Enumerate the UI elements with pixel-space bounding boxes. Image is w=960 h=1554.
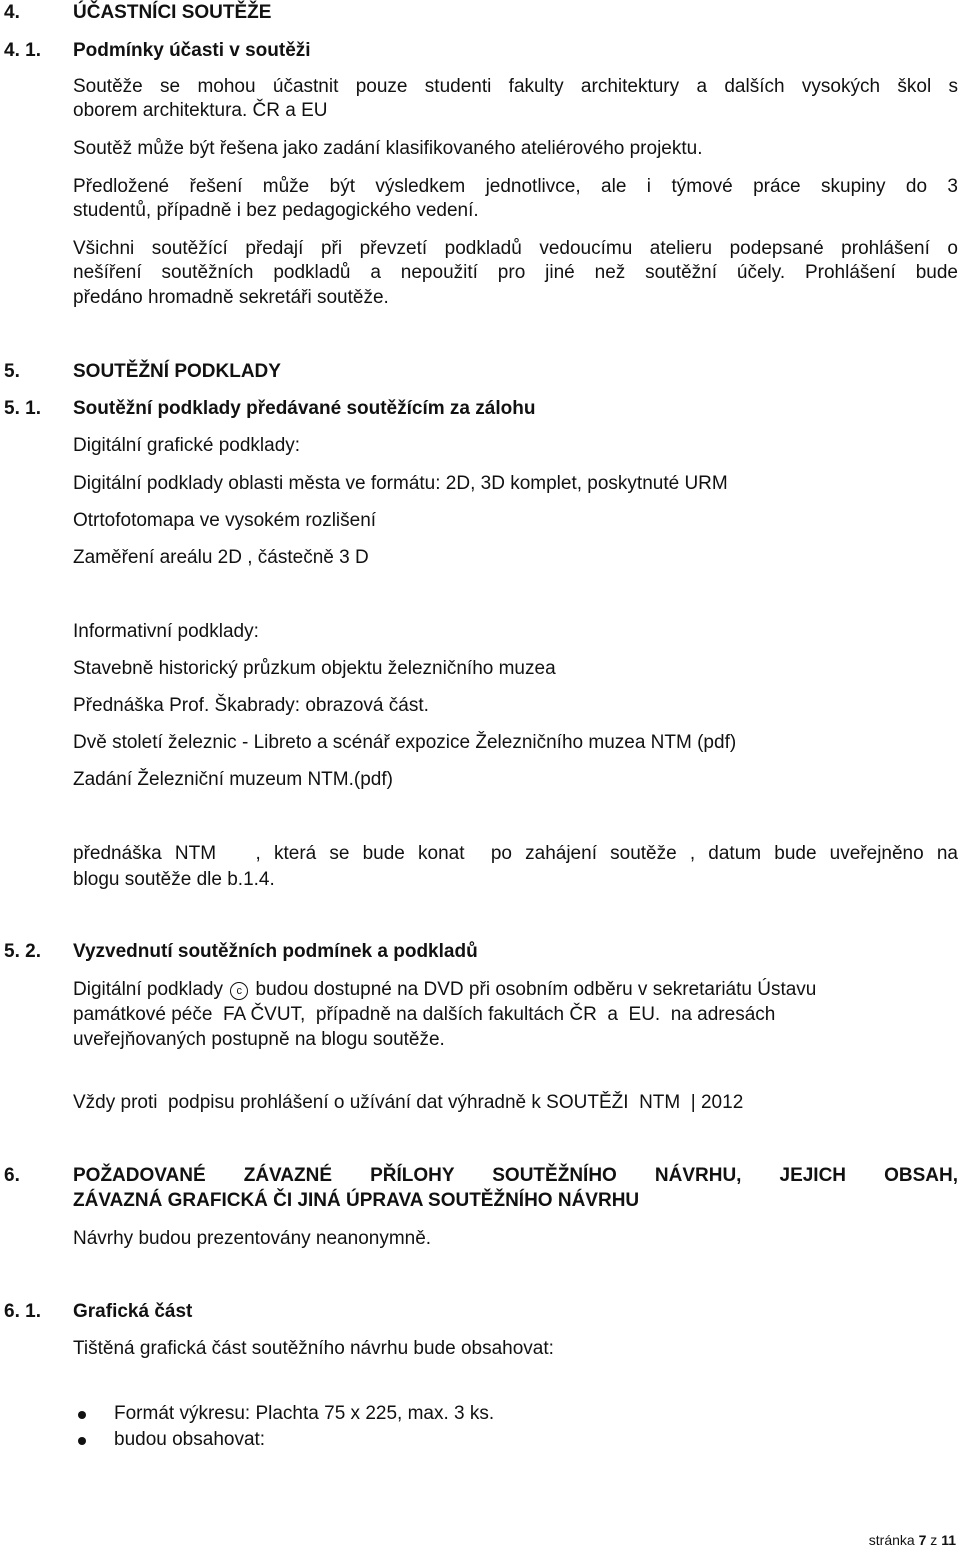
list-item: Stavebně historický průzkum objektu železničního muzea bbox=[73, 658, 556, 679]
paragraph-line: uveřejňovaných postupně na blogu soutěže. bbox=[73, 1029, 445, 1050]
subsection-number: 6. 1. bbox=[4, 1301, 41, 1322]
paragraph-line: Všichni soutěžící předají při převzetí podkladů vedoucímu atelieru podepsané prohlášení o bbox=[73, 238, 958, 259]
page-word: stránka bbox=[868, 1532, 915, 1548]
list-heading: Digitální grafické podklady: bbox=[73, 435, 301, 456]
of-word: z bbox=[930, 1532, 938, 1548]
subsection-number: 5. 1. bbox=[4, 398, 41, 419]
paragraph-line: předáno hromadně sekretáři soutěže. bbox=[73, 287, 389, 308]
paragraph-line: Návrhy budou prezentovány neanonymně. bbox=[73, 1228, 432, 1249]
bullet-icon bbox=[78, 1437, 86, 1445]
paragraph-line: Soutěž může být řešena jako zadání klasifikovaného ateliérového projektu. bbox=[73, 138, 703, 159]
paragraph-line: Soutěže se mohou účastnit pouze studenti fakulty architektury a dalších vysokých škol s bbox=[73, 76, 958, 97]
section-title: SOUTĚŽNÍ PODKLADY bbox=[73, 361, 281, 382]
list-item: Přednáška Prof. Škabrady: obrazová část. bbox=[73, 695, 429, 716]
subsection-title: Grafická část bbox=[73, 1301, 193, 1322]
paragraph-line: památkové péče FA ČVUT, případně na dalších fakultách ČR a EU. na adresách bbox=[73, 1004, 776, 1025]
paragraph-text: Digitální podklady bbox=[73, 979, 223, 1000]
paragraph-line bbox=[73, 978, 958, 1002]
section-title: POŽADOVANÉ ZÁVAZNÉ PŘÍLOHY SOUTĚŽNÍHO NÁVRHU, JEJICH OBSAH, bbox=[73, 1165, 958, 1186]
list-item: Zaměření areálu 2D , částečně 3 D bbox=[73, 547, 369, 568]
paragraph-line: Tištěná grafická část soutěžního návrhu bude obsahovat: bbox=[73, 1338, 554, 1359]
section-number: 4. bbox=[4, 2, 20, 23]
list-heading: Informativní podklady: bbox=[73, 621, 259, 642]
list-item: Zadání Železniční muzeum NTM.(pdf) bbox=[73, 769, 393, 790]
bullet-icon bbox=[78, 1411, 86, 1419]
paragraph-line: nešíření soutěžních podkladů a nepoužití pro jiné než soutěžní účely. Prohlášení bude bbox=[73, 262, 958, 283]
subsection-title: Soutěžní podklady předávané soutěžícím za zálohu bbox=[73, 398, 536, 419]
paragraph-line: Předložené řešení může být výsledkem jednotlivce, ale i týmové práce skupiny do 3 bbox=[73, 176, 958, 197]
subsection-number: 5. 2. bbox=[4, 941, 41, 962]
page-total: 11 bbox=[941, 1532, 956, 1548]
list-item: Dvě století železnic - Libreto a scénář expozice Železničního muzea NTM (pdf) bbox=[73, 732, 737, 753]
paragraph-line: přednáška NTM , která se bude konat po zahájení soutěže , datum bude uveřejněno na bbox=[73, 843, 958, 864]
page-number bbox=[869, 1531, 956, 1549]
paragraph-line: Vždy proti podpisu prohlášení o užívání dat výhradně k SOUTĚŽI NTM | 2012 bbox=[73, 1092, 744, 1113]
section-title: ÚČASTNÍCI SOUTĚŽE bbox=[73, 2, 272, 23]
subsection-number: 4. 1. bbox=[4, 40, 41, 61]
list-item-text: budou obsahovat: bbox=[114, 1429, 266, 1450]
paragraph-line: blogu soutěže dle b.1.4. bbox=[73, 869, 275, 890]
list-item-text: Formát výkresu: Plachta 75 x 225, max. 3 ks. bbox=[114, 1403, 495, 1424]
page-current: 7 bbox=[918, 1532, 927, 1548]
list-item: Otrtofotomapa ve vysokém rozlišení bbox=[73, 510, 377, 531]
subsection-title: Vyzvednutí soutěžních podmínek a podkladů bbox=[73, 941, 478, 962]
section-number: 5. bbox=[4, 361, 20, 382]
paragraph-text: budou dostupné na DVD při osobním odběru v sekretariátu Ústavu bbox=[255, 979, 817, 1000]
paragraph-line: studentů, případně i bez pedagogického vedení. bbox=[73, 200, 479, 221]
copyright-icon: c bbox=[230, 982, 248, 1000]
list-item: Digitální podklady oblasti města ve formátu: 2D, 3D komplet, poskytnuté URM bbox=[73, 473, 728, 494]
section-number: 6. bbox=[4, 1165, 20, 1186]
section-title: ZÁVAZNÁ GRAFICKÁ ČI JINÁ ÚPRAVA SOUTĚŽNÍHO NÁVRHU bbox=[73, 1190, 640, 1211]
paragraph-line: oborem architektura. ČR a EU bbox=[73, 100, 328, 121]
subsection-title: Podmínky účasti v soutěži bbox=[73, 40, 311, 61]
